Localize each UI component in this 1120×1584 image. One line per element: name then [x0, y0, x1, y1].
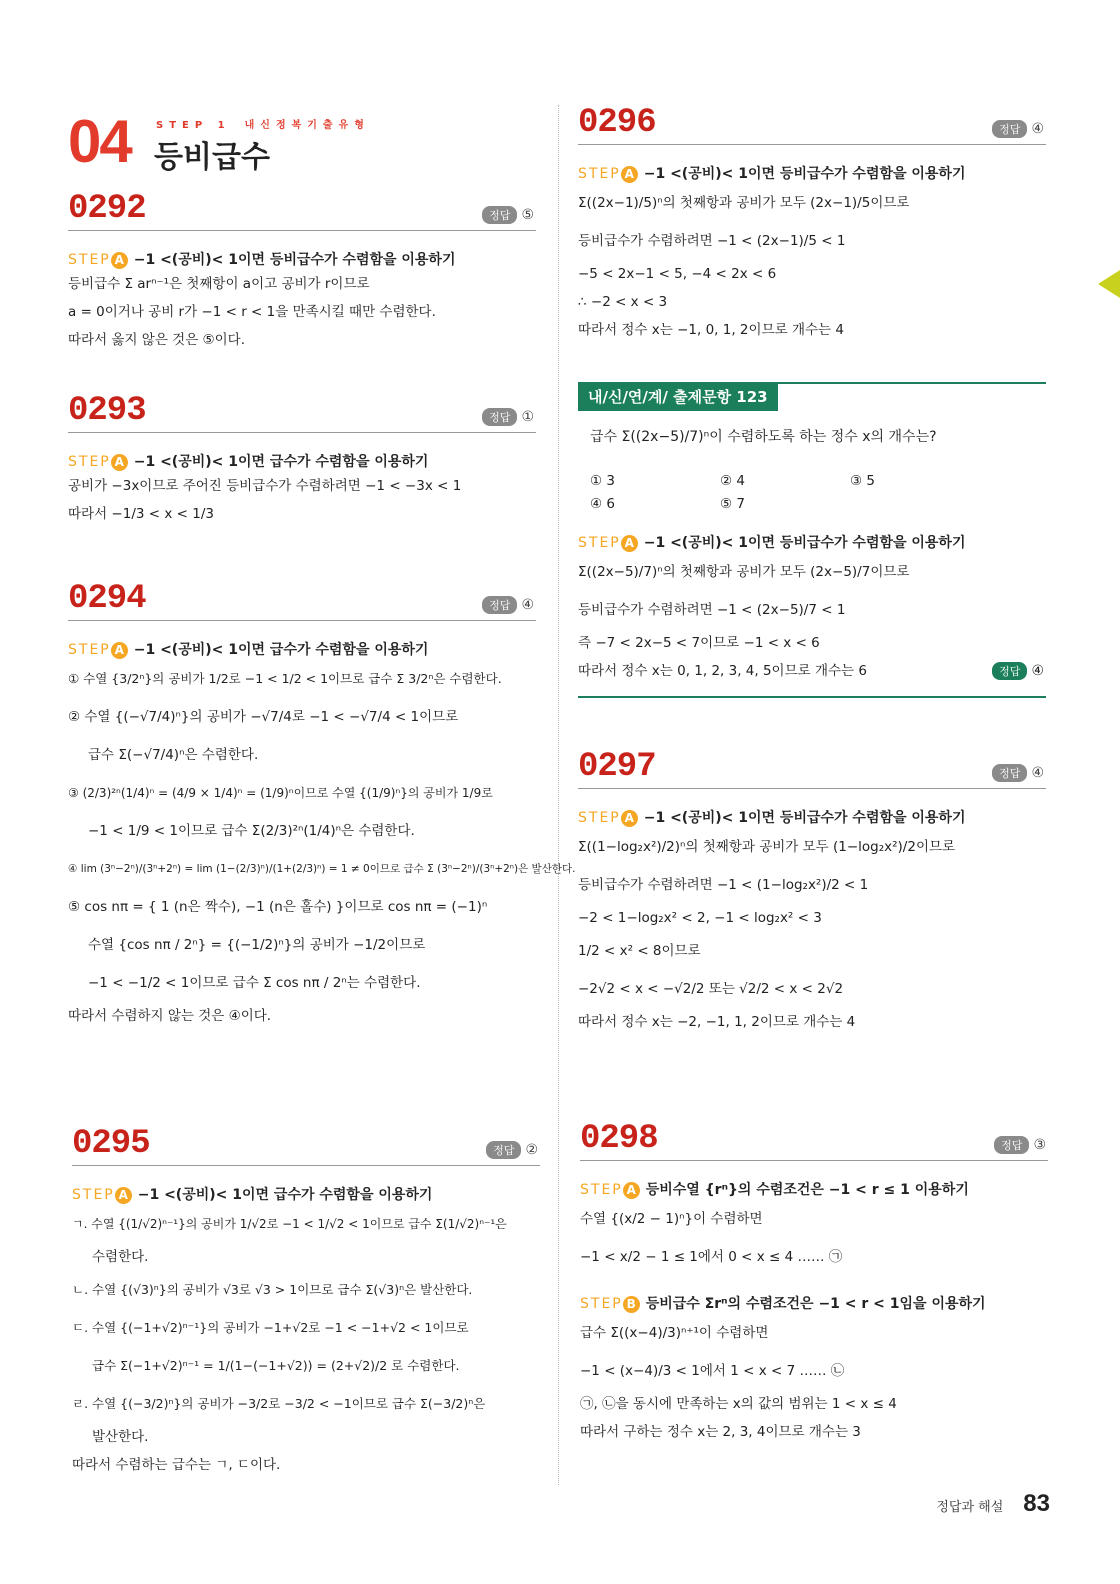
problem-0296: [578, 104, 1046, 343]
step-text: −1 <(공비)< 1이면 등비급수가 수렴함을 이용하기: [643, 166, 966, 182]
box-bottom-rule: [578, 696, 1046, 698]
step-letter-icon: A: [111, 642, 128, 659]
answer-value: ②: [525, 1142, 538, 1158]
problem-0294: [68, 580, 576, 1029]
solution-line: Σ((2x−5)/7)ⁿ의 첫째항과 공비가 모두 (2x−5)/7이므로: [578, 564, 910, 580]
solution-line: −2√2 < x < −√2/2 또는 √2/2 < x < 2√2: [578, 981, 844, 997]
answer-badge: 정답: [482, 206, 517, 224]
problem-number: 0294: [68, 580, 146, 618]
answer-indicator: [482, 206, 534, 224]
problem-header: [578, 104, 1046, 145]
problem-header: [72, 1125, 540, 1166]
step-text: 등비수열 {rⁿ}의 수렴조건은 −1 < r ≤ 1 이용하기: [645, 1182, 969, 1198]
page-footer: [936, 1490, 1050, 1518]
solution-line: −1 < x/2 − 1 ≤ 1에서 0 < x ≤ 4 …… ㉠: [580, 1249, 843, 1265]
solution-line: 수열 {(x/2 − 1)ⁿ}이 수렴하면: [580, 1211, 763, 1227]
problem-0295: [72, 1125, 540, 1478]
option: ⑤ 7: [720, 496, 745, 512]
solution-line: ㄷ. 수열 {(−1+√2)ⁿ⁻¹}의 공비가 −1+√2로 −1 < −1+√2 < 1이므로: [72, 1320, 469, 1335]
solution-line: 공비가 −3x이므로 주어진 등비급수가 수렴하려면 −1 < −3x < 1: [68, 478, 462, 494]
solution-line: ⑤ cos nπ = { 1 (n은 짝수), −1 (n은 홀수) }이므로 cos nπ = (−1)ⁿ: [68, 899, 488, 915]
linked-problem-box: [578, 382, 1046, 698]
solution-line: 따라서 −1/3 < x < 1/3: [68, 506, 214, 522]
answer-badge: 정답: [992, 120, 1027, 138]
problem-header: [580, 1120, 1048, 1161]
step-tag: STEP: [68, 252, 111, 268]
footer-label: 정답과 해설: [936, 1500, 1004, 1515]
solution-line: ㄴ. 수열 {(√3)ⁿ}의 공비가 √3로 √3 > 1이므로 급수 Σ(√3)ⁿ은 발산한다.: [72, 1282, 473, 1297]
step-letter-icon: A: [621, 166, 638, 183]
solution-line: 따라서 정수 x는 −2, −1, 1, 2이므로 개수는 4: [578, 1014, 856, 1030]
solution-line: Σ((2x−1)/5)ⁿ의 첫째항과 공비가 모두 (2x−1)/5이므로: [578, 195, 910, 211]
solution-line: 등비급수 Σ arⁿ⁻¹은 첫째항이 a이고 공비가 r이므로: [68, 276, 370, 292]
step-tag: STEP: [578, 166, 621, 182]
step-letter-icon: A: [623, 1182, 640, 1199]
solution-line: ∴ −2 < x < 3: [578, 294, 668, 310]
solution-line: 따라서 정수 x는 −1, 0, 1, 2이므로 개수는 4: [578, 322, 844, 338]
answer-indicator: [482, 408, 534, 426]
solution-line: −1 < −1/2 < 1이므로 급수 Σ cos nπ / 2ⁿ는 수렴한다.: [88, 975, 421, 991]
solution-line: 등비급수가 수렴하려면 −1 < (2x−5)/7 < 1: [578, 602, 846, 618]
solution-line: ④ lim (3ⁿ−2ⁿ)/(3ⁿ+2ⁿ) = lim (1−(2/3)ⁿ)/(1+(2/3)ⁿ) = 1 ≠ 0이므로 급수 Σ (3ⁿ−2ⁿ)/(3ⁿ+2ⁿ)은 발산한다.: [68, 863, 576, 875]
solution-line: a = 0이거나 공비 r가 −1 < r < 1을 만족시킬 때만 수렴한다.: [68, 304, 436, 320]
answer-value: ⑤: [521, 207, 534, 223]
solution-line: 급수 Σ((x−4)/3)ⁿ⁺¹이 수렴하면: [580, 1325, 769, 1341]
linked-solution: [578, 532, 1046, 684]
problem-number: 0292: [68, 190, 146, 228]
solution-line: ① 수열 {3/2ⁿ}의 공비가 1/2로 −1 < 1/2 < 1이므로 급수 Σ 3/2ⁿ은 수렴한다.: [68, 671, 502, 686]
problem-number: 0298: [580, 1120, 658, 1158]
answer-badge: 정답: [482, 596, 517, 614]
answer-badge: 정답: [482, 408, 517, 426]
step-label: STEP 1: [156, 120, 231, 131]
linked-options: [590, 470, 980, 516]
answer-value: ④: [1031, 121, 1044, 137]
answer-indicator: [994, 1136, 1046, 1154]
answer-value: ④: [1031, 663, 1044, 679]
solution-line: ㄹ. 수열 {(−3/2)ⁿ}의 공비가 −3/2로 −3/2 < −1이므로 급수 Σ(−3/2)ⁿ은: [72, 1396, 486, 1411]
step-text: 등비급수 Σrⁿ의 수렴조건은 −1 < r < 1임을 이용하기: [645, 1296, 986, 1312]
step-text: −1 <(공비)< 1이면 급수가 수렴함을 이용하기: [133, 642, 429, 658]
solution-line: ㉠, ㉡을 동시에 만족하는 x의 값의 범위는 1 < x ≤ 4: [580, 1396, 897, 1412]
step-letter-icon: A: [111, 252, 128, 269]
problem-number: 0295: [72, 1125, 150, 1163]
solution-line: ③ (2/3)²ⁿ(1/4)ⁿ = (4/9 × 1/4)ⁿ = (1/9)ⁿ이므로 수열 {(1/9)ⁿ}의 공비가 1/9로: [68, 786, 493, 800]
chapter-header: [68, 108, 548, 175]
solution-line: 수렴한다.: [92, 1249, 149, 1265]
answer-indicator: [482, 596, 534, 614]
problem-number: 0293: [68, 392, 146, 430]
solution-line: 급수 Σ(−√7/4)ⁿ은 수렴한다.: [88, 747, 259, 763]
step-heading: [580, 1293, 1048, 1313]
answer-indicator: [992, 764, 1044, 782]
step-letter-icon: A: [621, 535, 638, 552]
step-letter-icon: A: [111, 454, 128, 471]
step-text: −1 <(공비)< 1이면 급수가 수렴함을 이용하기: [133, 454, 429, 470]
step-heading: [578, 807, 1046, 827]
solution-line: −2 < 1−log₂x² < 2, −1 < log₂x² < 3: [578, 910, 822, 926]
problem-header: [68, 190, 536, 231]
step-heading: [68, 249, 536, 269]
solution-line: 즉 −7 < 2x−5 < 7이므로 −1 < x < 6: [578, 635, 820, 651]
column-divider: [558, 105, 559, 1485]
solution-line: 등비급수가 수렴하려면 −1 < (2x−1)/5 < 1: [578, 233, 846, 249]
step-heading: [68, 451, 536, 471]
option: ① 3: [590, 473, 615, 489]
solution-line: −1 < 1/9 < 1이므로 급수 Σ(2/3)²ⁿ(1/4)ⁿ은 수렴한다.: [88, 823, 415, 839]
solution-line: −1 < (x−4)/3 < 1에서 1 < x < 7 …… ㉡: [580, 1363, 845, 1379]
chapter-step-label: [156, 116, 370, 131]
solution-line: ② 수열 {(−√7/4)ⁿ}의 공비가 −√7/4로 −1 < −√7/4 < 1이므로: [68, 709, 459, 725]
solution-line: 1/2 < x² < 8이므로: [578, 943, 701, 959]
answer-badge: 정답: [486, 1141, 521, 1159]
answer-value: ①: [521, 409, 534, 425]
solution-line: 따라서 수렴하지 않는 것은 ④이다.: [68, 1008, 272, 1024]
solution-line: ㄱ. 수열 {(1/√2)ⁿ⁻¹}의 공비가 1/√2로 −1 < 1/√2 < 1이므로 급수 Σ(1/√2)ⁿ⁻¹은: [72, 1217, 507, 1231]
solution-line: 따라서 정수 x는 0, 1, 2, 3, 4, 5이므로 개수는 6: [578, 663, 867, 679]
step-letter-icon: B: [623, 1296, 640, 1313]
answer-value: ④: [1031, 765, 1044, 781]
step-heading: [578, 163, 1046, 183]
problem-number: 0297: [578, 748, 656, 786]
step-tag: STEP: [68, 642, 111, 658]
page-number: 83: [1023, 1490, 1050, 1517]
step-tag: STEP: [72, 1187, 115, 1203]
page-tab-marker: [1098, 270, 1120, 298]
step-heading: [72, 1184, 540, 1204]
problem-0293: [68, 392, 536, 527]
step-letter-icon: A: [115, 1187, 132, 1204]
step-tag: STEP: [580, 1296, 623, 1312]
solution-line: 따라서 옳지 않은 것은 ⑤이다.: [68, 332, 246, 348]
solution-line: 발산한다.: [92, 1429, 149, 1445]
step-tag: STEP: [68, 454, 111, 470]
solution-line: 따라서 수렴하는 급수는 ㄱ, ㄷ이다.: [72, 1457, 281, 1473]
answer-badge: 정답: [994, 1136, 1029, 1154]
solution-line: 따라서 구하는 정수 x는 2, 3, 4이므로 개수는 3: [580, 1424, 861, 1440]
step-text: −1 <(공비)< 1이면 등비급수가 수렴함을 이용하기: [643, 535, 966, 551]
chapter-number: 04: [68, 108, 131, 175]
option: ④ 6: [590, 496, 615, 512]
step-text: −1 <(공비)< 1이면 등비급수가 수렴함을 이용하기: [643, 810, 966, 826]
answer-indicator: [992, 120, 1044, 138]
problem-0298: [580, 1120, 1048, 1445]
step-desc: 내신정복기출유형: [244, 120, 370, 131]
problem-header: [578, 748, 1046, 789]
problem-0297: [578, 748, 1046, 1035]
step-text: −1 <(공비)< 1이면 등비급수가 수렴함을 이용하기: [133, 252, 456, 268]
step-heading: [68, 639, 536, 659]
step-heading: [580, 1179, 1048, 1199]
solution-line: 급수 Σ(−1+√2)ⁿ⁻¹ = 1/(1−(−1+√2)) = (2+√2)/2 로 수렴한다.: [92, 1358, 460, 1373]
problem-header: [68, 580, 536, 621]
answer-value: ③: [1033, 1137, 1046, 1153]
problem-0292: [68, 190, 536, 353]
linked-question: 급수 Σ((2x−5)/7)ⁿ이 수렴하도록 하는 정수 x의 개수는?: [590, 429, 937, 445]
solution-line: Σ((1−log₂x²)/2)ⁿ의 첫째항과 공비가 모두 (1−log₂x²)/2이므로: [578, 839, 956, 855]
problem-header: [68, 392, 536, 433]
linked-answer: [992, 662, 1044, 680]
answer-indicator: [486, 1141, 538, 1159]
solution-line: 등비급수가 수렴하려면 −1 < (1−log₂x²)/2 < 1: [578, 877, 869, 893]
step-heading: [578, 532, 1046, 552]
step-letter-icon: A: [621, 810, 638, 827]
step-tag: STEP: [580, 1182, 623, 1198]
option: ② 4: [720, 473, 745, 489]
chapter-title: 등비급수: [154, 140, 270, 175]
step-tag: STEP: [578, 810, 621, 826]
problem-number: 0296: [578, 104, 656, 142]
answer-badge: 정답: [992, 662, 1027, 680]
linked-problem-tab: 내/신/연/계/ 출제문항 123: [578, 382, 778, 411]
answer-value: ④: [521, 597, 534, 613]
step-text: −1 <(공비)< 1이면 급수가 수렴함을 이용하기: [137, 1187, 433, 1203]
option: ③ 5: [850, 473, 875, 489]
solution-line: 수열 {cos nπ / 2ⁿ} = {(−1/2)ⁿ}의 공비가 −1/2이므로: [88, 937, 426, 953]
solution-line: −5 < 2x−1 < 5, −4 < 2x < 6: [578, 266, 777, 282]
step-tag: STEP: [578, 535, 621, 551]
answer-badge: 정답: [992, 764, 1027, 782]
